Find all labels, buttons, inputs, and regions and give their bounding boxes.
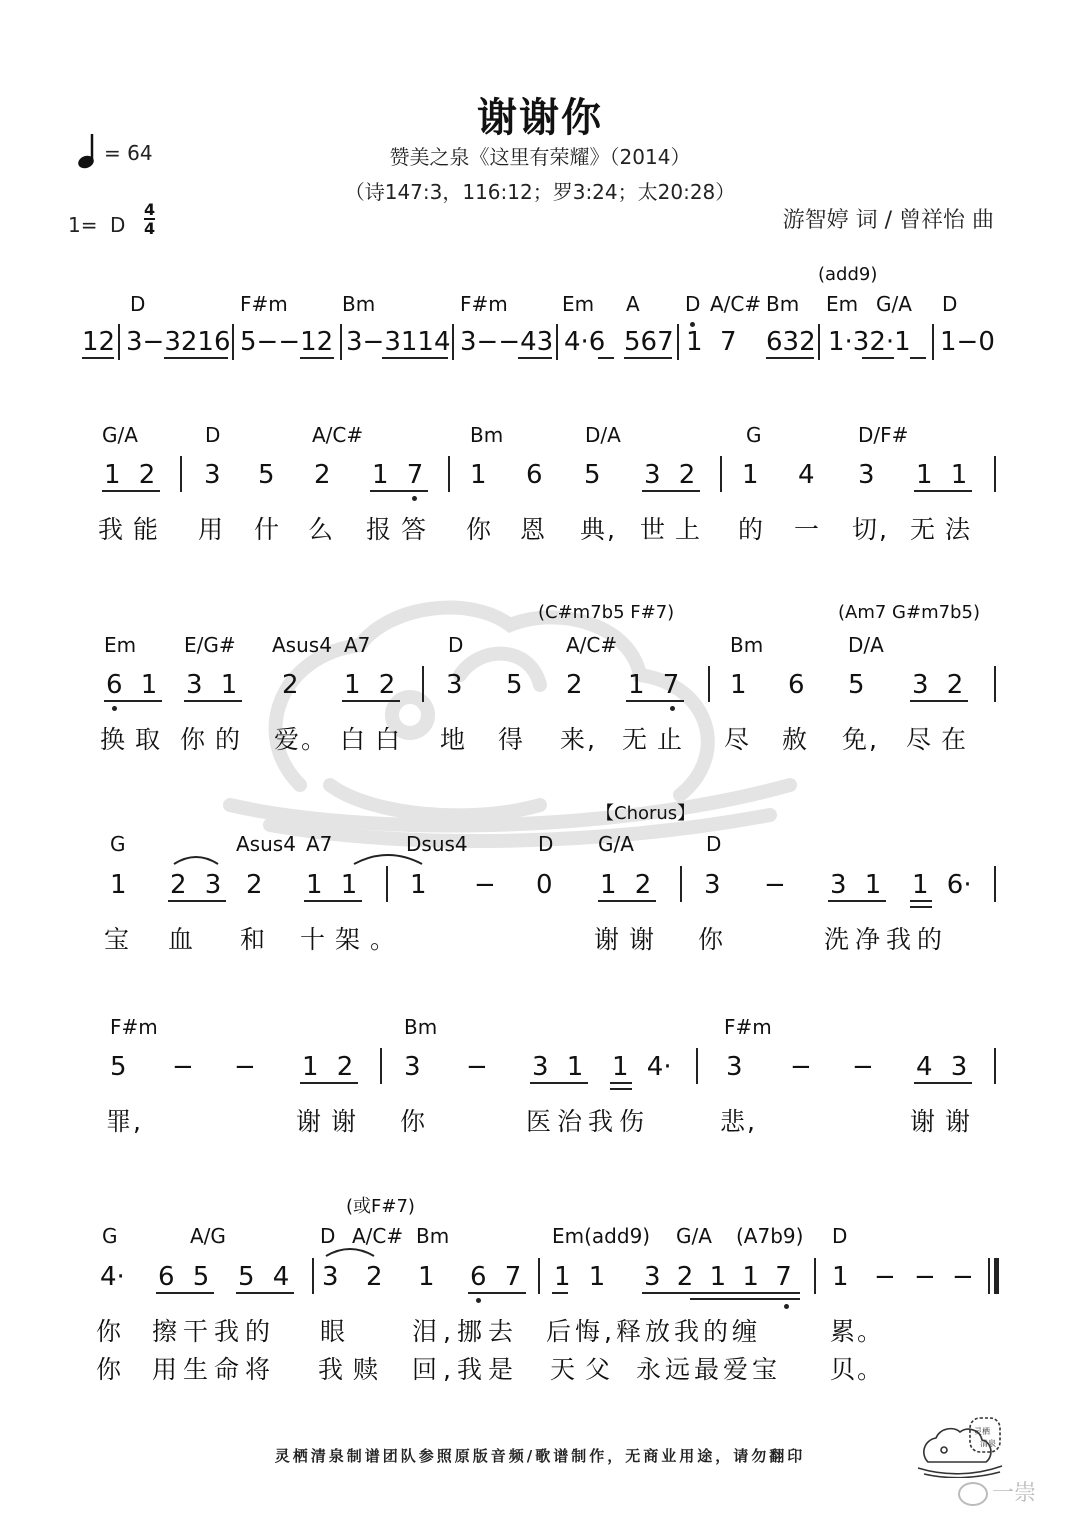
notes: −	[466, 1052, 488, 1082]
chord: (A7b9)	[736, 1224, 804, 1248]
chord: D	[448, 633, 464, 657]
svg-text:清泉: 清泉	[980, 1439, 996, 1448]
lyric: 谢谢	[594, 925, 665, 954]
notes: −	[874, 1262, 896, 1292]
lyric: 回,我是	[412, 1355, 519, 1384]
lyric: 你	[400, 1107, 428, 1136]
notes: 1	[470, 460, 487, 490]
notes: 5 4	[238, 1262, 290, 1292]
chord: Asus4	[272, 633, 332, 657]
notes: 5−−12	[240, 327, 334, 357]
notes: 6 1	[106, 670, 158, 700]
notes: 5	[110, 1052, 127, 1082]
chord: G/A	[676, 1224, 712, 1248]
chord: Bm	[470, 423, 504, 447]
watermark-text: 一崇	[958, 1476, 1036, 1507]
notes: 7	[720, 327, 737, 357]
notes: 3	[704, 870, 721, 900]
chord: G/A	[876, 292, 912, 316]
tie-mark	[352, 850, 424, 866]
notes: 1	[730, 670, 747, 700]
notes: −	[172, 1052, 194, 1082]
lyric: 典,	[580, 515, 617, 544]
notes: 4·6	[564, 327, 606, 357]
lyric: 你的	[180, 725, 251, 754]
notes: 1·32·1	[828, 327, 911, 357]
lyric: 永远最爱宝	[636, 1355, 782, 1384]
wechat-icon	[958, 1482, 988, 1506]
lyric: 赦	[782, 725, 810, 754]
chord-annotation: (C#m7b5 F#7)	[538, 602, 675, 623]
lyric: 后悔,释放我的缠	[546, 1317, 761, 1346]
notes: 4 3	[916, 1052, 968, 1082]
chord: E/G#	[184, 633, 236, 657]
lyric: 的	[738, 515, 766, 544]
lyric: 无止	[622, 725, 693, 754]
notes: 3 1	[186, 670, 238, 700]
lyric: 擦干我的	[152, 1317, 277, 1346]
chord: D	[320, 1224, 336, 1248]
notes: 1	[742, 460, 759, 490]
lyric: 一	[794, 515, 822, 544]
credits: 游智婷 词 / 曾祥怡 曲	[782, 208, 994, 233]
song-title: 谢谢你	[477, 95, 603, 141]
lyric: 恩	[520, 515, 548, 544]
chord: Em(add9)	[552, 1224, 651, 1248]
notes: 3	[404, 1052, 421, 1082]
notes: 3 2	[644, 460, 696, 490]
chord: Bm	[342, 292, 376, 316]
lyric: 宝	[104, 925, 132, 954]
lyric: 么	[308, 515, 336, 544]
notes: −	[234, 1052, 256, 1082]
chord: Bm	[404, 1015, 438, 1039]
chord: D	[706, 832, 722, 856]
notes: 5	[258, 460, 275, 490]
chord: D/F#	[858, 423, 909, 447]
chord-annotation: (或F#7)	[346, 1196, 415, 1217]
lyric: 悲,	[720, 1107, 757, 1136]
chord: D	[942, 292, 958, 316]
notes: 1 4·	[612, 1052, 672, 1082]
notes: 5	[506, 670, 523, 700]
notes: 5	[848, 670, 865, 700]
notes: 2	[566, 670, 583, 700]
lyric: 十架。	[300, 925, 406, 954]
lyric: 贝。	[830, 1355, 885, 1384]
chord: F#m	[724, 1015, 772, 1039]
chord: Em	[562, 292, 595, 316]
chord: Em	[104, 633, 137, 657]
lyric: 得	[498, 725, 526, 754]
chord: G	[110, 832, 126, 856]
scripture-refs: （诗147:3，116:12；罗3:24；太20:28）	[344, 180, 736, 204]
notes: 1 1	[554, 1262, 606, 1292]
quarter-note-icon	[76, 132, 98, 170]
lyric: 报答	[366, 515, 437, 544]
notes: 1 2	[104, 460, 156, 490]
lyric: 什	[254, 515, 282, 544]
notes: −	[790, 1052, 812, 1082]
notes: 3 2 1 1 7	[644, 1262, 792, 1292]
lyric: 尽	[724, 725, 752, 754]
lyric: 谢谢	[910, 1107, 981, 1136]
chord: G	[746, 423, 762, 447]
notes: 3 1	[830, 870, 882, 900]
notes: 12	[82, 327, 116, 357]
notes: 3 2	[912, 670, 964, 700]
notes: −	[914, 1262, 936, 1292]
lyric: 眼	[320, 1317, 348, 1346]
notes: 1	[110, 870, 127, 900]
notes: 632	[766, 327, 816, 357]
chord: D/A	[585, 423, 621, 447]
lyric: 地	[440, 725, 468, 754]
chord: F#m	[110, 1015, 158, 1039]
lyric: 泪,挪去	[412, 1317, 519, 1346]
notes: 3	[446, 670, 463, 700]
chord: A/C#	[352, 1224, 404, 1248]
lyric: 切,	[852, 515, 889, 544]
lyric: 累。	[830, 1317, 885, 1346]
notes: 3	[322, 1262, 339, 1292]
notes: 4	[798, 460, 815, 490]
section-label: 【Chorus】	[596, 803, 696, 824]
notes: 1 6·	[912, 870, 972, 900]
chord: Em	[826, 292, 859, 316]
chord: F#m	[460, 292, 508, 316]
notes: 3−−43	[460, 327, 554, 357]
lyric: 我赎	[318, 1355, 389, 1384]
lyric: 医治我伤	[526, 1107, 651, 1136]
chord-annotation: (Am7 G#m7b5)	[838, 602, 980, 623]
chord: Asus4	[236, 832, 296, 856]
chord: Bm	[416, 1224, 450, 1248]
notes: −	[952, 1262, 974, 1292]
notes: 3 1	[532, 1052, 584, 1082]
notes: 1	[418, 1262, 435, 1292]
time-signature: 4 4	[144, 200, 156, 238]
chord: Dsus4	[406, 832, 468, 856]
notes: 2 3	[170, 870, 222, 900]
notes: −	[764, 870, 786, 900]
album-info: 赞美之泉《这里有荣耀》（2014）	[389, 145, 691, 169]
chord: A7	[344, 633, 371, 657]
lyric: 无法	[910, 515, 981, 544]
chord: D	[832, 1224, 848, 1248]
notes: 3−3114	[346, 327, 451, 357]
lyric: 爱。	[274, 725, 329, 754]
lyric: 尽在	[906, 725, 977, 754]
notes: 1 1	[306, 870, 358, 900]
lyric: 你	[96, 1355, 124, 1384]
chord: D	[538, 832, 554, 856]
lyric: 用	[198, 515, 226, 544]
notes: 1	[686, 327, 703, 357]
notes: 0	[536, 870, 553, 900]
lyric: 来,	[560, 725, 597, 754]
notes: 6	[526, 460, 543, 490]
chord: Bm	[766, 292, 800, 316]
notes: 2	[246, 870, 263, 900]
lyric: 罪,	[106, 1107, 143, 1136]
notes: 1−0	[940, 327, 995, 357]
notes: 1 2	[344, 670, 396, 700]
chord: A/G	[190, 1224, 226, 1248]
chord: A/C#	[566, 633, 618, 657]
chord: A	[626, 292, 640, 316]
key-signature: D	[110, 213, 126, 237]
notes: 2	[366, 1262, 383, 1292]
notes: 1 2	[600, 870, 652, 900]
notes: 6	[788, 670, 805, 700]
lyric: 你	[466, 515, 494, 544]
notes: 3	[726, 1052, 743, 1082]
slur-mark	[172, 852, 220, 866]
notes: 4·	[100, 1262, 125, 1292]
lyric: 白白	[340, 725, 411, 754]
chord: D/A	[848, 633, 884, 657]
chord: A/C#	[312, 423, 364, 447]
lyric: 世上	[640, 515, 711, 544]
notes: −	[474, 870, 496, 900]
lyric: 换取	[100, 725, 171, 754]
sheep-logo	[914, 1416, 1006, 1478]
notes: 1 2	[302, 1052, 354, 1082]
svg-text:灵栖: 灵栖	[974, 1427, 990, 1436]
lyric: 我能	[98, 515, 169, 544]
chord: G/A	[598, 832, 634, 856]
lyric: 你	[96, 1317, 124, 1346]
chord: F#m	[240, 292, 288, 316]
slur-mark	[324, 1244, 376, 1258]
lyric: 洗净我的	[824, 925, 949, 954]
notes: 1 7	[628, 670, 680, 700]
chord: D	[205, 423, 221, 447]
notes: −	[852, 1052, 874, 1082]
notes: 3	[204, 460, 221, 490]
tempo: = 64	[104, 141, 153, 165]
notes: 6 7	[470, 1262, 522, 1292]
notes: 3	[858, 460, 875, 490]
lyric: 和	[240, 925, 268, 954]
lyric: 用生命将	[152, 1355, 277, 1384]
chord: G/A	[102, 423, 138, 447]
notes: 1 7	[372, 460, 424, 490]
lyric: 血	[168, 925, 196, 954]
lyric: 天父	[550, 1355, 621, 1384]
lyric: 谢谢	[296, 1107, 367, 1136]
notes: 1	[410, 870, 427, 900]
chord: Bm	[730, 633, 764, 657]
chord: D	[130, 292, 146, 316]
notes: 1 1	[916, 460, 968, 490]
notes: 1	[832, 1262, 849, 1292]
chord-annotation: (add9)	[818, 264, 878, 285]
notes: 3−3216	[126, 327, 231, 357]
notes: 567	[624, 327, 674, 357]
notes: 2	[314, 460, 331, 490]
footer-note: 灵栖清泉制谱团队参照原版音频/歌谱制作，无商业用途，请勿翻印	[274, 1447, 806, 1465]
chord: A7	[306, 832, 333, 856]
notes: 5	[584, 460, 601, 490]
lyric: 你	[698, 925, 726, 954]
lyric: 免,	[842, 725, 879, 754]
notes: 6 5	[158, 1262, 210, 1292]
chord: G	[102, 1224, 118, 1248]
notes: 2	[282, 670, 299, 700]
chord: D	[685, 292, 701, 316]
chord: A/C#	[710, 292, 762, 316]
key-prefix: 1=	[68, 213, 98, 237]
